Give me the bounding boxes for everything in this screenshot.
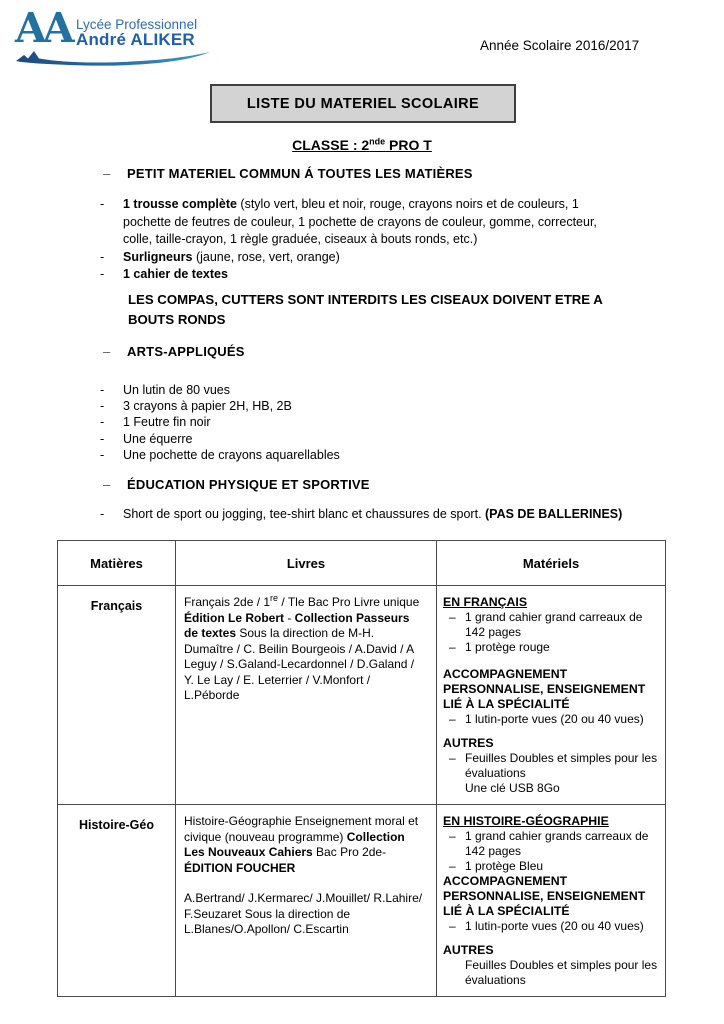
subject-name: Histoire-Géo	[58, 805, 176, 997]
book-text: Bac Pro 2de-	[312, 845, 387, 859]
item-bold: 1 trousse complète	[123, 197, 237, 211]
list-item	[98, 266, 616, 284]
book-edition: Édition Le Robert	[184, 610, 284, 625]
list-item	[98, 506, 643, 522]
logo-monogram: AA	[15, 4, 71, 52]
materials-cell-francais	[437, 586, 666, 805]
material-item: – 1 protège rouge	[443, 640, 661, 655]
document-title-box	[210, 84, 516, 123]
wave-swoosh-icon	[15, 49, 211, 66]
materials-subheading: ACCOMPAGNEMENT PERSONNALISE, ENSEIGNEMENT LIÉ À LA SPÉCIALITÉ	[443, 667, 646, 711]
scissors-warning: LES COMPAS, CUTTERS SONT INTERDITS LES CISEAUX DOIVENT ETRE A BOUTS RONDS	[128, 292, 603, 327]
book-text: -	[284, 610, 295, 625]
book-text: / Tle Bac Pro Livre unique	[278, 595, 420, 609]
books-cell-francais	[176, 586, 437, 805]
list-item	[98, 249, 616, 267]
material-item: – 1 grand cahier grands carreaux de 142 pages	[443, 829, 661, 859]
book-authors: Sous la direction de M-H. Dumaître / C. Beilin Bourgeois / A.David / A Leguy / S.Galand-Lecardonnel / D.Galand / Y. Le Lay / E. Leterrier / V.Monfort / L.Péborde	[184, 626, 415, 702]
item-bold: Surligneurs	[123, 249, 193, 264]
class-superscript: nde	[369, 136, 386, 147]
supplies-table	[57, 540, 666, 997]
list-item: - Un lutin de 80 vues	[98, 382, 598, 398]
arts-supplies-list	[98, 382, 598, 463]
materials-subheading: ACCOMPAGNEMENT PERSONNALISE, ENSEIGNEMENT LIÉ À LA SPÉCIALITÉ	[443, 874, 646, 918]
class-line	[0, 137, 724, 153]
book-text: Français 2de / 1	[184, 595, 271, 609]
list-item: - 3 crayons à papier 2H, HB, 2B	[98, 398, 598, 414]
list-item	[98, 196, 616, 249]
section-heading-arts: – ARTS-APPLIQUÉS	[103, 344, 245, 359]
school-logo	[15, 4, 213, 67]
list-item: - Une équerre	[98, 431, 598, 447]
school-year: Année Scolaire 2016/2017	[480, 38, 640, 53]
book-edition: ÉDITION FOUCHER	[184, 860, 296, 875]
materials-subheading: AUTRES	[443, 943, 494, 957]
table-row-histoire-geo	[58, 805, 666, 997]
book-superscript: re	[270, 593, 279, 603]
book-paragraph	[184, 814, 426, 876]
section-heading-common: – PETIT MATERIEL COMMUN Á TOUTES LES MATIÈRES	[103, 166, 473, 181]
book-collection: Collection Passeurs de textes	[184, 610, 410, 640]
column-header-livres: Livres	[176, 541, 437, 586]
class-prefix: CLASSE : 2	[292, 137, 370, 153]
material-item: – 1 protège Bleu	[443, 859, 661, 874]
table-row-francais	[58, 586, 666, 805]
item-bold: (PAS DE BALLERINES)	[485, 507, 623, 521]
book-authors: A.Bertrand/ J.Kermarec/ J.Mouillet/ R.Lahire/ F.Seuzaret Sous la direction de L.Blanes/O.Apollon/ C.Escartin	[184, 891, 423, 936]
material-item: Feuilles Doubles et simples pour les évaluations	[465, 958, 658, 987]
column-header-matieres: Matières	[58, 541, 176, 586]
section-heading-eps: – ÉDUCATION PHYSIQUE ET SPORTIVE	[103, 477, 370, 492]
materials-cell-histoire	[437, 805, 666, 997]
material-item: – 1 lutin-porte vues (20 ou 40 vues)	[443, 919, 661, 934]
materials-subheading: EN FRANÇAIS	[443, 595, 528, 609]
eps-supplies-item	[98, 506, 643, 522]
material-item: – 1 lutin-porte vues (20 ou 40 vues)	[443, 712, 661, 727]
list-item: - 1 Feutre fin noir	[98, 414, 598, 430]
item-text: (stylo vert, bleu et noir, rouge, crayons noirs et de couleurs, 1 pochette de feutres de couleur, 1 pochette de crayons de couleur, gomme, correcteur, colle, taille-crayon, 1 règle graduée, ciseaux à bouts ronds, etc.)	[123, 197, 597, 246]
subject-name: Français	[58, 586, 176, 805]
materials-subheading: AUTRES	[443, 736, 494, 750]
list-item: - Une pochette de crayons aquarellables	[98, 447, 598, 463]
table-header-row	[58, 541, 666, 586]
item-text: Short de sport ou jogging, tee-shirt blanc et chaussures de sport.	[123, 507, 486, 521]
logo-line2: André ALIKER	[76, 30, 195, 49]
item-bold: 1 cahier de textes	[123, 267, 228, 281]
logo-line1: Lycée Professionnel	[76, 17, 198, 32]
material-item: – Feuilles Doubles et simples pour les évaluations	[443, 751, 661, 781]
item-text: (jaune, rose, vert, orange)	[192, 249, 340, 264]
column-header-materiels: Matériels	[437, 541, 666, 586]
materials-subheading: EN HISTOIRE-GÉOGRAPHIE	[443, 814, 609, 828]
common-supplies-list	[98, 196, 616, 284]
books-cell-histoire	[176, 805, 437, 997]
book-collection: Collection Les Nouveaux Cahiers	[184, 829, 405, 859]
book-text: Histoire-Géographie Enseignement moral et civique (nouveau programme)	[184, 814, 419, 844]
material-item: – 1 grand cahier grand carreaux de 142 pages	[443, 610, 661, 640]
document-title: LISTE DU MATERIEL SCOLAIRE	[246, 95, 480, 112]
material-item: Une clé USB 8Go	[465, 781, 560, 795]
class-suffix: PRO T	[385, 137, 432, 153]
